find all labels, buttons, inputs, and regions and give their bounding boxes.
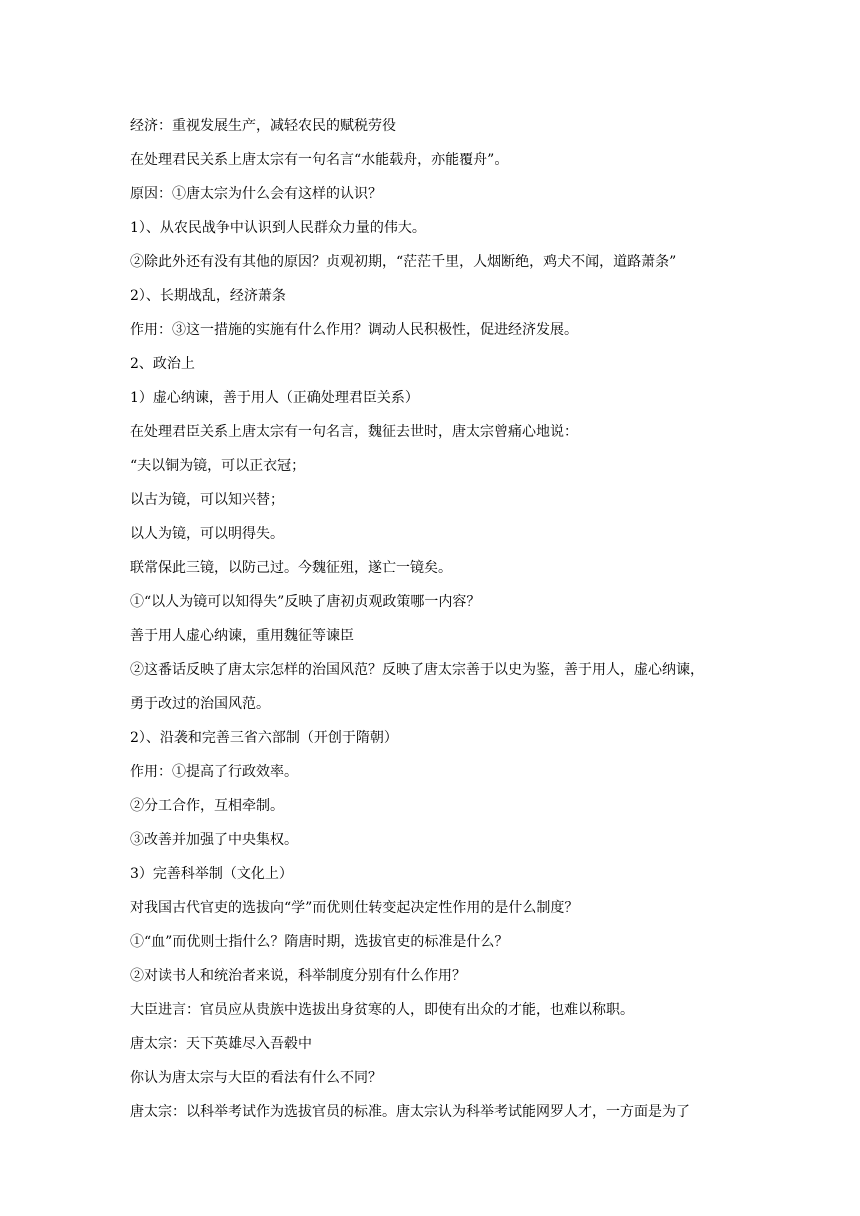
paragraph-line: ②这番话反映了唐太宗怎样的治国风范？反映了唐太宗善于以史为鉴，善于用人，虚心纳谏， <box>130 662 704 678</box>
paragraph-line: ①“血”而优则士指什么？隋唐时期，选拔官吏的标准是什么？ <box>130 934 509 950</box>
paragraph-line: 在处理君民关系上唐太宗有一句名言“水能载舟，亦能覆舟”。 <box>130 152 509 168</box>
paragraph-line: 对我国古代官吏的选拔向“学”而优则仕转变起决定性作用的是什么制度？ <box>130 900 579 916</box>
paragraph-line: ①“以人为镜可以知得失”反映了唐初贞观政策哪一内容？ <box>130 594 481 610</box>
paragraph-line: 原因：①唐太宗为什么会有这样的认识？ <box>130 186 382 202</box>
paragraph-line: 善于用人虚心纳谏，重用魏征等谏臣 <box>130 628 354 644</box>
paragraph-line: 你认为唐太宗与大臣的看法有什么不同？ <box>130 1070 382 1086</box>
paragraph-line: 经济：重视发展生产，减轻农民的赋税劳役 <box>130 118 396 134</box>
section-heading: 2、政治上 <box>130 356 195 372</box>
paragraph-line: ②分工合作，互相牵制。 <box>130 798 284 814</box>
paragraph-line: ②除此外还有没有其他的原因？贞观初期，“茫茫千里，人烟断绝，鸡犬不闻，道路萧条” <box>130 254 677 270</box>
paragraph-line: 2）、长期战乱，经济萧条 <box>130 288 286 304</box>
subsection-heading: 3）完善科举制（文化上） <box>130 866 293 882</box>
paragraph-line: 唐太宗：天下英雄尽入吾毂中 <box>130 1036 312 1052</box>
quote-line: 以古为镜，可以知兴替； <box>130 492 284 508</box>
paragraph-line: 作用：③这一措施的实施有什么作用？调动人民积极性，促进经济发展。 <box>130 322 578 338</box>
quote-line: 联常保此三镜，以防己过。今魏征殂，遂亡一镜矣。 <box>130 560 452 576</box>
paragraph-line: 勇于改过的治国风范。 <box>130 696 270 712</box>
paragraph-line: 大臣进言：官员应从贵族中选拔出身贫寒的人，即使有出众的才能，也难以称职。 <box>130 1002 634 1018</box>
paragraph-line: 作用：①提高了行政效率。 <box>130 764 298 780</box>
paragraph-line: ③改善并加强了中央集权。 <box>130 832 298 848</box>
document-body <box>130 109 740 1129</box>
subsection-heading: 1）虚心纳谏，善于用人（正确处理君臣关系） <box>130 390 419 406</box>
paragraph-line: ②对读书人和统治者来说，科举制度分别有什么作用？ <box>130 968 466 984</box>
subsection-heading: 2）、沿袭和完善三省六部制（开创于隋朝） <box>130 730 398 746</box>
paragraph-line: 唐太宗：以科举考试作为选拔官员的标准。唐太宗认为科举考试能网罗人才，一方面是为了 <box>130 1104 690 1120</box>
quote-line: “夫以铜为镜，可以正衣冠； <box>130 458 306 474</box>
paragraph-line: 在处理君臣关系上唐太宗有一句名言，魏征去世时，唐太宗曾痛心地说： <box>130 424 578 440</box>
paragraph-line: 1）、从农民战争中认识到人民群众力量的伟大。 <box>130 220 426 236</box>
quote-line: 以人为镜，可以明得失。 <box>130 526 284 542</box>
